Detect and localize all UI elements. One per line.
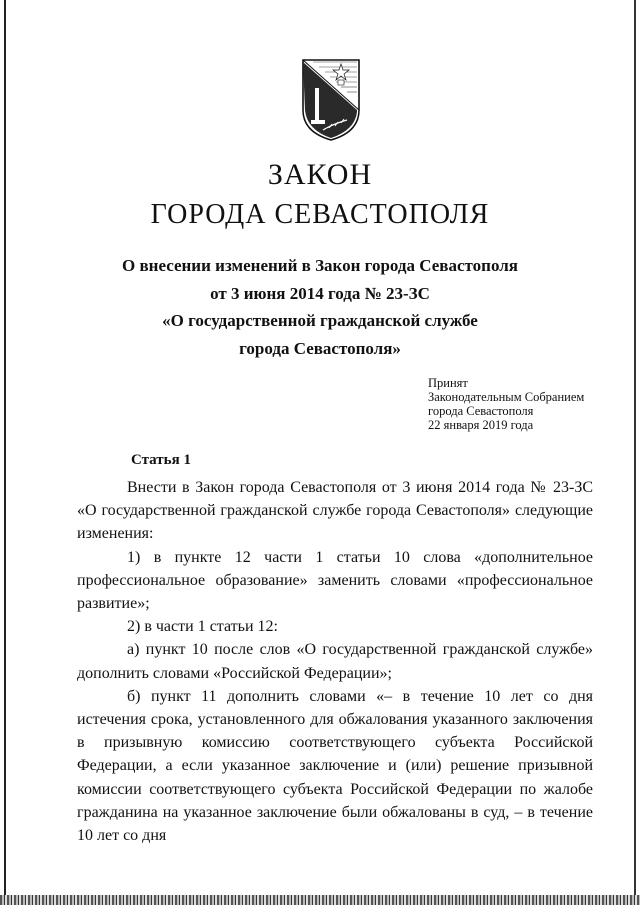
adoption-line-1: Принят: [428, 376, 468, 390]
paragraph-item-1: 1) в пункте 12 части 1 статьи 10 слова «дополнительное профессиональное образование» заменить словами «профессиональное развитие»;: [77, 548, 593, 613]
coat-of-arms-icon: [299, 50, 363, 142]
document-subtitle: ГОРОДА СЕВАСТОПОЛЯ: [150, 199, 490, 230]
paragraph-intro: Внести в Закон города Севастополя от 3 июня 2014 года № 23-ЗС «О государственной гражданской службе города Севастополя» следующие изменения:: [77, 479, 593, 543]
document-title: ЗАКОН: [267, 158, 373, 191]
adoption-note: [428, 376, 584, 432]
adoption-line-3: города Севастополя: [428, 404, 534, 418]
adoption-date: 22 января 2019 года: [428, 418, 534, 432]
article-body: [77, 476, 593, 847]
heading-line-4: города Севастополя»: [239, 339, 401, 358]
scan-edge-bottom: [0, 895, 640, 905]
paragraph-subitem-b: б) пункт 11 дополнить словами «– в течение 10 лет со дня истечения срока, установленного для обжалования указанного заключения в призывную комиссию соответствующего субъекта Российской Федерации, а если указанное заключение и (или) решение призывной комиссии соответствующего субъекта Российской Федерации по жалобе гражданина на указанное заключение были обжалованы в суд, – в течение 10 лет со дня: [77, 687, 593, 845]
paragraph-subitem-a: а) пункт 10 после слов «О государственной гражданской службе» дополнить словами «Российской Федерации»;: [77, 641, 593, 682]
adoption-line-2: Законодательным Собранием: [428, 390, 585, 404]
heading-line-3: «О государственной гражданской службе: [162, 311, 478, 330]
scan-edge-right: [634, 0, 636, 905]
heading-line-2: от 3 июня 2014 года № 23-ЗС: [210, 284, 430, 303]
scan-edge-left: [4, 0, 6, 905]
heading-line-1: О внесении изменений в Закон города Севастополя: [122, 256, 518, 275]
paragraph-item-2: 2) в части 1 статьи 12:: [127, 618, 278, 636]
article-title: Статья 1: [131, 452, 191, 468]
